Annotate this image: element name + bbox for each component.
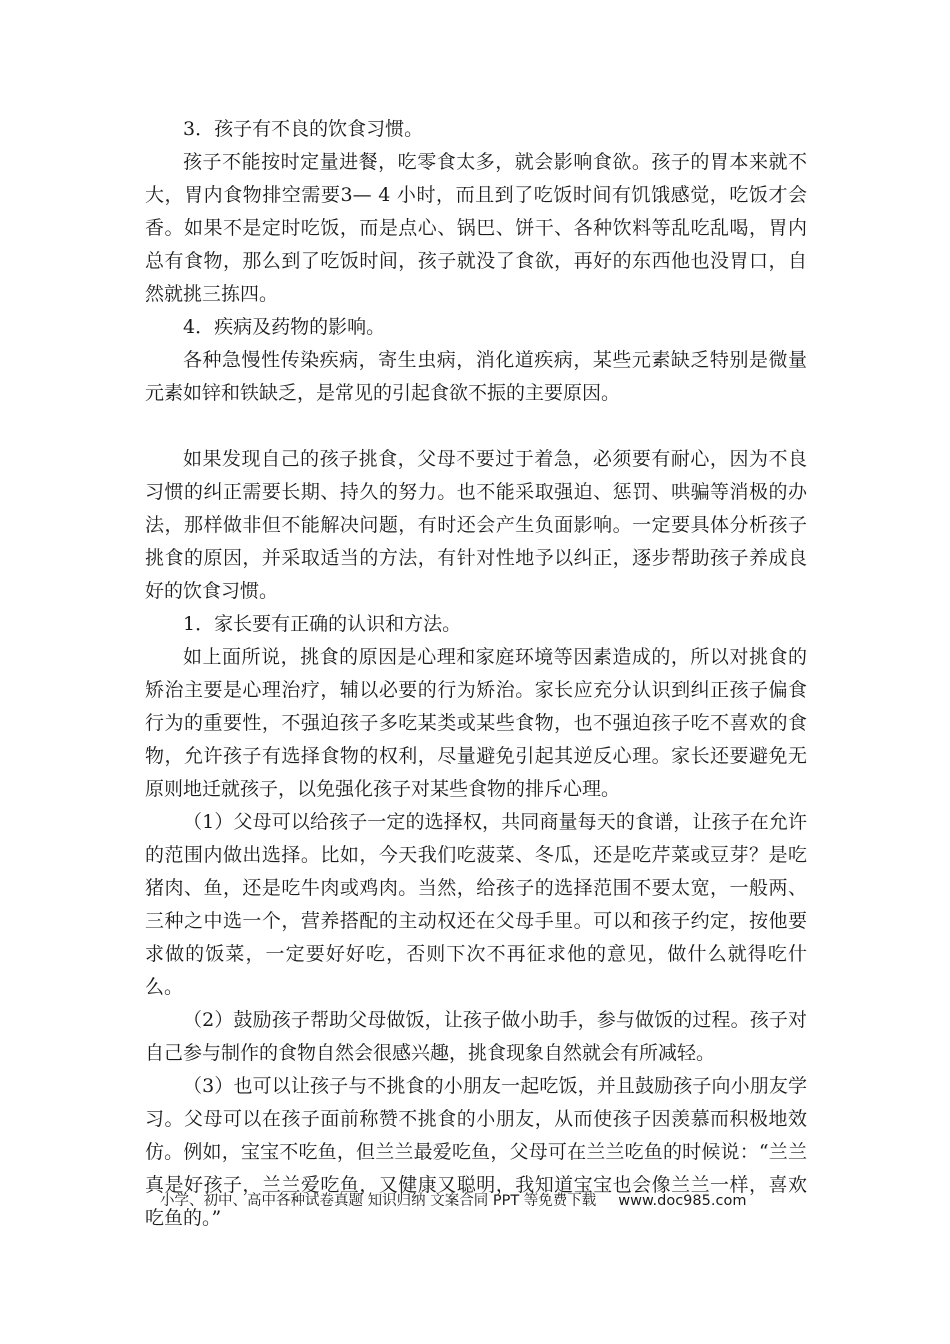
footer-description: 小学、初中、高中各种试卷真题 知识归纳 文案合同 PPT 等免费下载 (160, 1193, 597, 1209)
section-heading-bad-eating-habits: 3．孩子有不良的饮食习惯。 (183, 118, 424, 140)
paragraph-diseases: 各种急慢性传染疾病，寄生虫病，消化道疾病，某些元素缺乏特别是微量元素如锌和铁缺乏，是常见的引起食欲不振的主要原因。 (145, 349, 807, 404)
paragraph-parent-patience: 如果发现自己的孩子挑食，父母不要过于着急，必须要有耐心，因为不良习惯的纠正需要长期、持久的努力。也不能采取强迫、惩罚、哄骗等消极的办法，那样做非但不能解决问题，有时还会产生负面影响。一定要具体分析孩子挑食的原因，并采取适当的方法，有针对性地予以纠正，逐步帮助孩子养成良好的饮食习惯。 (145, 448, 807, 602)
document-body (145, 113, 807, 1235)
paragraph-help-cooking: （2）鼓励孩子帮助父母做饭，让孩子做小助手，参与做饭的过程。孩子对自己参与制作的食物自然会很感兴趣，挑食现象自然就会有所减轻。 (145, 1009, 807, 1064)
paragraph-choice-right: （1）父母可以给孩子一定的选择权，共同商量每天的食谱，让孩子在允许的范围内做出选择。比如，今天我们吃菠菜、冬瓜，还是吃芹菜或豆芽？是吃猪肉、鱼，还是吃牛肉或鸡肉。当然，给孩子的选择范围不要太宽，一般两、三种之中选一个，营养搭配的主动权还在父母手里。可以和孩子约定，按他要求做的饭菜，一定要好好吃，否则下次不再征求他的意见，做什么就得吃什么。 (145, 811, 807, 998)
footer-site-link[interactable]: www.doc985.com (618, 1193, 747, 1209)
page-footer (160, 1188, 800, 1214)
paragraph-eating-schedule: 孩子不能按时定量进餐，吃零食太多，就会影响食欲。孩子的胃本来就不大，胃内食物排空需要3— 4 小时，而且到了吃饭时间有饥饿感觉，吃饭才会香。如果不是定时吃饭，而是点心、锅巴、饼干、各种饮料等乱吃乱喝，胃内总有食物，那么到了吃饭时间，孩子就没了食欲，再好的东西他也没胃口，自然就挑三拣四。 (145, 151, 807, 305)
paragraph-psychological-treatment: 如上面所说，挑食的原因是心理和家庭环境等因素造成的，所以对挑食的矫治主要是心理治疗，辅以必要的行为矫治。家长应充分认识到纠正孩子偏食行为的重要性，不强迫孩子多吃某类或某些食物，也不强迫孩子吃不喜欢的食物，允许孩子有选择食物的权利，尽量避免引起其逆反心理。家长还要避免无原则地迁就孩子，以免强化孩子对某些食物的排斥心理。 (145, 646, 807, 800)
paragraph-eat-with-friends: （3）也可以让孩子与不挑食的小朋友一起吃饭，并且鼓励孩子向小朋友学习。父母可以在孩子面前称赞不挑食的小朋友，从而使孩子因羡慕而积极地效仿。例如，宝宝不吃鱼，但兰兰最爱吃鱼，父母可在兰兰吃鱼的时候说：“兰兰真是好孩子，兰兰爱吃鱼，又健康又聪明，我知道宝宝也会像兰兰一样，喜欢吃鱼的。” (145, 1075, 807, 1229)
section-heading-illness-medicine: 4．疾病及药物的影响。 (183, 316, 386, 338)
paragraph-spacer (145, 410, 807, 443)
section-heading-correct-methods: 1．家长要有正确的认识和方法。 (183, 613, 462, 635)
